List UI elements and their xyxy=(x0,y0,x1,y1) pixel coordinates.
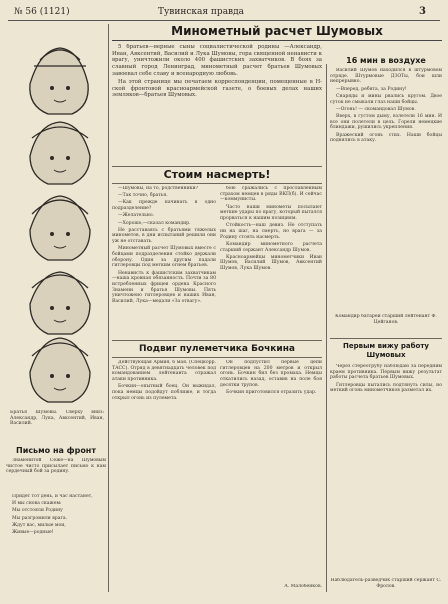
first-signature: Наблюдатель-разведчик старший сержант С. Фролов. xyxy=(330,578,442,589)
portraits-column xyxy=(10,34,102,406)
stand-paragraph: —Желательно. xyxy=(118,213,155,219)
stand-paragraph: Не расставаясь с братьями тяжелых минометов, в дни испытаний решили они уж не отставать. xyxy=(112,227,216,245)
portrait-2 xyxy=(30,122,90,184)
intro-text xyxy=(112,44,322,104)
portraits-caption: Братья Шумовы. Сверху вниз: Александр, Лука, Авксентий, Иван, Василий. xyxy=(10,410,104,427)
sixteen-paragraph: —Вперед, ребята, за Родину! xyxy=(336,86,407,92)
stand-signature: Красноармейцы минометчики Иван Шумов, Василий Шумов, Авксентий Шумов, Лука Шумов. xyxy=(220,254,322,272)
stand-paragraph: Стойкость—наш девиз. Не отступать ни на шаг, на смерть, но врага — за Родину стоять насмерть. xyxy=(220,223,322,240)
stand-title: Стоим насмерть! xyxy=(163,168,271,181)
podvig-paragraph: Действующая Армия, 6 мая. (Спецкорр. ТАСС). Отряд в девятнадцать человек под командованием лейтенанта отражал атаки противника. xyxy=(112,360,216,383)
stand-paragraph: —Шумовы, на то, родственники? xyxy=(118,186,199,191)
stand-paragraph: Ненависть к фашистским захватчикам—наша кровная обязанность. Почти за 80 истребленных фрицев ордена Красного Знамени и братья Шумовы. Пять уничтожено гитлеровцев и наших Иван, Василий, Лука—медали «За отвагу». xyxy=(112,270,216,305)
sixteen-paragraph: Вражеский огонь стих. Наши бойцы поднялись в атаку. xyxy=(330,132,442,144)
poem-line: Живые—родные! xyxy=(12,530,54,536)
sixteen-title: 16 мин в воздухе xyxy=(346,56,426,65)
portrait-4 xyxy=(30,272,90,334)
letter-title: Письмо на фронт xyxy=(16,446,96,455)
podvig-title: Подвиг пулеметчика Бочкина xyxy=(138,344,295,354)
first-paragraph: Гитлеровцы пытались подтянуть силы, но меткий огонь минометчиков разметал их. xyxy=(330,382,442,394)
letter-paragraph: Знаменитой Сеже—на Шумовым чистое чисто присылает письмо к нам сердечный бой за родину. xyxy=(6,458,106,475)
podvig-paragraph: Бочкин—опытный боец. Он выжидал, пока немцы подойдут поближе, и тогда открыл огонь из пулемета. xyxy=(112,384,216,401)
stand-paragraph: —Хорошо,—сказал командир. xyxy=(118,220,191,226)
sixteen-paragraph: Вверх, в густом дыму, взлетели 16 мин. И все они полетели в цель. Горели немецкие блиндажи, рушились укрепления. xyxy=(330,113,442,131)
issue-number: № 56 (1121) xyxy=(14,7,70,17)
masthead xyxy=(8,6,440,21)
poem-line: Придет тот день, и час настанет, xyxy=(12,494,93,499)
letter-poem xyxy=(6,494,106,574)
intro-paragraph: На этой странице мы печатаем корреспонденции, помещенные в Н-ской фронтовой красноармейской газете, о боевых делах наших земляков—братьев Шумовых. xyxy=(112,79,322,99)
portrait-1 xyxy=(30,48,88,114)
stand-signature: Командир минометного расчета старший сержант Александр Шумов. xyxy=(220,241,322,253)
stand-paragraph: —Как прежде начинать в одно подразделение? xyxy=(112,200,216,212)
first-text xyxy=(330,364,442,574)
stand-left-column xyxy=(112,186,216,338)
podvig-col1 xyxy=(112,360,216,590)
sixteen-paragraph: Василий Шумов находился в штурмовом отряде. Штурмовые ДЗОТы, бои шли непрерывно. xyxy=(330,68,442,85)
podvig-paragraph: Он подпустил первые цепи гитлеровцев на 200 метров и открыл огонь. Бочкин бил без промаха. Немцы откатились назад, оставив на поле боя десятки трупов. xyxy=(220,360,322,388)
stand-paragraph: бою сражались с прославленным страхом немцев в ряды ВКП(б). И сейчас—коммунисты. xyxy=(220,186,322,203)
first-title: Первым вижу работу Шумовых xyxy=(343,342,429,359)
paper-name: Тувинская правда xyxy=(158,7,245,17)
sixteen-signature: Командир батареи старший лейтенант Ф. Цейганов. xyxy=(335,314,437,324)
podvig-paragraph: Бочкин приготовился отразить удар. xyxy=(226,390,317,396)
page-number: 3 xyxy=(419,6,426,17)
intro-paragraph: 5 братьев—верные сыны социалистической родины —Александр, Иван, Авксентий, Василий и Лука Шумовы, гора священной ненависти к врагу, уничтожили около 400 фашистских захватчиков. В боях за славный город Ленинград, минометный расчет братьев Шумовых завоевал себе славу и всенародную любовь. xyxy=(112,44,322,77)
main-title: Минометный расчет Шумовых xyxy=(112,24,442,41)
stand-paragraph: —Так точно, братья. xyxy=(118,193,168,199)
sixteen-text xyxy=(330,68,442,306)
first-paragraph: Через стереотрубу наблюдаю за передним краем противника. Первым вижу результат работы расчета братьев Шумовых. xyxy=(330,364,442,381)
podvig-col2 xyxy=(220,360,322,582)
poem-line: Ждут вас, милые мои, xyxy=(12,522,66,528)
podvig-signature: А. Малобенков. xyxy=(284,584,322,589)
stand-right-column xyxy=(220,186,322,338)
poem-line: И мы снова скажем: xyxy=(12,501,62,507)
letter-text xyxy=(6,458,106,492)
poem-line: Мы отстояли Родину xyxy=(12,508,63,514)
poem-line: Мы разгромили врага. xyxy=(12,515,68,521)
stand-paragraph: Минометный расчет Шумовых вместе с бойцами подразделения стойко держали оборону. Один за другим падали гитлеровцы под метким огнем братьев. xyxy=(112,246,216,269)
portrait-3 xyxy=(30,196,90,260)
sixteen-paragraph: —Огонь! — скомандовал Шумов. xyxy=(336,106,416,112)
portrait-5 xyxy=(30,338,90,402)
sixteen-paragraph: Снаряды и мины рвались кругом. Двое суток не смыкали глаз наши бойцы. xyxy=(330,93,442,105)
stand-paragraph: Часто наши минометы посылают меткие удары по врагу, который пытался прорваться к нашим позициям. xyxy=(220,204,322,222)
